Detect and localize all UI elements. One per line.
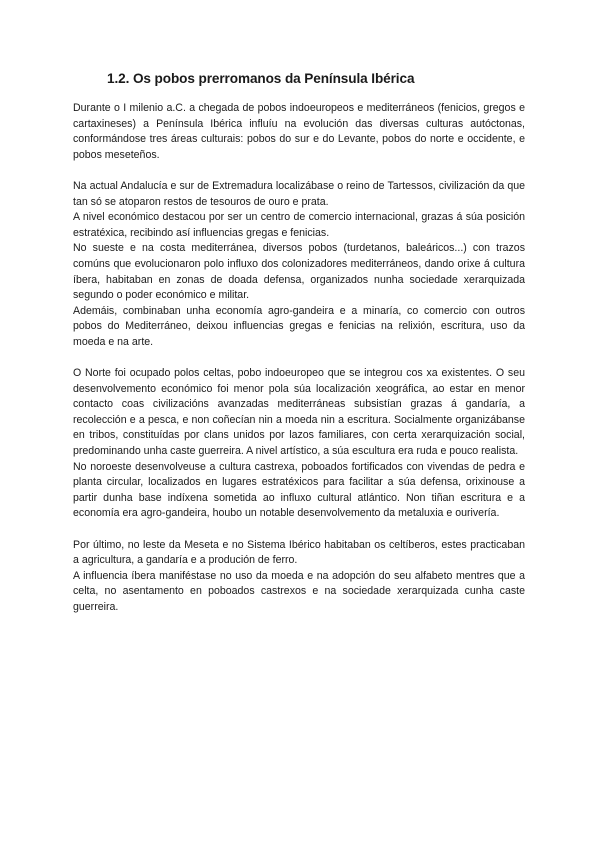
paragraph-spacer <box>73 163 525 179</box>
paragraph-intro: Durante o I milenio a.C. a chegada de pobos indoeuropeos e mediterráneos (fenicios, gregos e cartaxineses) a Península Ibérica influíu na evolución das diversas culturas autóctonas, conformándose tres áreas culturais: pobos do sur e do Levante, pobos do norte e occidente, e pobos meseteños. <box>73 102 525 161</box>
paragraph-celts: O Norte foi ocupado polos celtas, pobo indoeuropeo que se integrou cos xa existentes. O seu desenvolvemento económico foi menor pola súa localización xeográfica, ao estar en menor contacto coas civilizacións avanzadas mediterráneas subsistían grazas á gandaría, a recolección e a pesca, e non coñecían nin a moeda nin a escritura. Socialmente organizábanse en tribos, constituídas por clans unidos por lazos familiares, con certa xerarquización social, predominando unha caste guerreira. A nivel artístico, a súa escultura era ruda e pouco realista. <box>73 367 525 458</box>
paragraph-celtiberians: Por último, no leste da Meseta e no Sistema Ibérico habitaban os celtíberos, estes practicaban a agricultura, a gandaría e a produción de ferro. <box>73 538 525 567</box>
paragraph-tartessos-economy: A nivel económico destacou por ser un centro de comercio internacional, grazas á súa posición estratéxica, recibindo así influencias gregas e fenicias. <box>73 211 525 239</box>
paragraph-influences: A influencia íbera maniféstase no uso da moeda e na adopción do seu alfabeto mentres que a celta, no asentamento en poboados castrexos e na sociedade xerarquizada cunha caste guerreira. <box>73 569 525 613</box>
page-title: 1.2. Os pobos prerromanos da Península Ibérica <box>107 71 415 86</box>
paragraph-tartessos: Na actual Andalucía e sur de Extremadura localizábase o reino de Tartessos, civilización da que tan só se atoparon restos de tesouros de ouro e prata. <box>73 179 525 208</box>
paragraph-iberian-culture: No sueste e na costa mediterránea, diversos pobos (turdetanos, baleáricos...) con trazos comúns que evolucionaron polo influxo dos colonizadores mediterráneos, dando orixe á cultura íbera, habitaban en zonas de doada defensa, organizados nunha sociedade xerarquizada segundo o poder económico e militar. <box>73 242 525 302</box>
paragraph-castrexa-culture: No noroeste desenvolveuse a cultura castrexa, poboados fortificados con vivendas de pedra e planta circular, localizados en lugares estratéxicos para facilitar a súa defensa, orixinouse a partir dunha base indíxena sometida ao influxo cultural atlántico. Non tiñan escritura e a economía era agro-gandeira, houbo un notable desenvolvemento da metaluxia e ourivería. <box>73 460 525 520</box>
paragraph-spacer <box>73 522 525 538</box>
paragraph-iberian-economy: Ademáis, combinaban unha economía agro-gandeira e a minaría, co comercio con outros pobos do Mediterráneo, deixou influencias gregas e fenicias na relixión, escritura, uso da moeda e na arte. <box>73 304 525 348</box>
paragraph-spacer <box>73 351 525 367</box>
document-body <box>73 101 525 616</box>
